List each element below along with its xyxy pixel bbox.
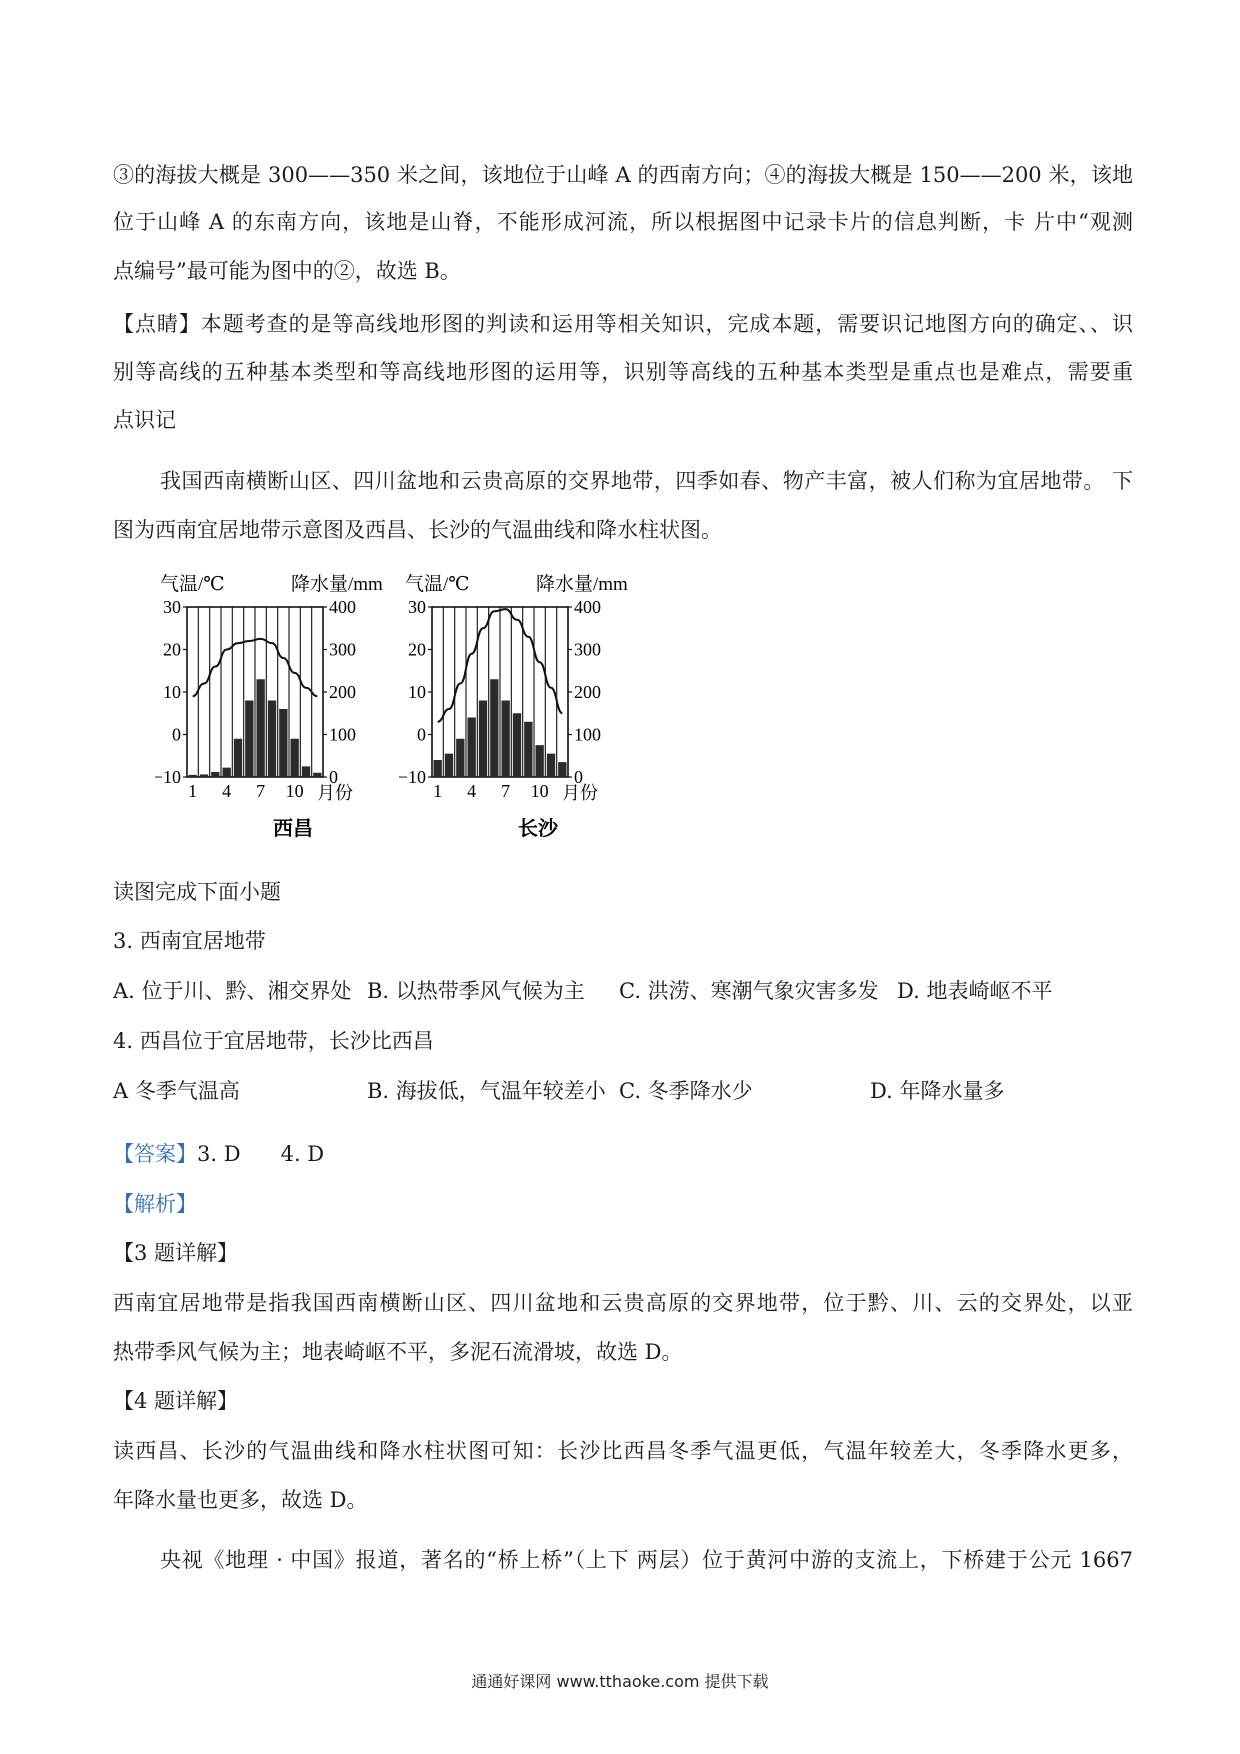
precip-bar bbox=[234, 739, 242, 777]
precip-axis-label: 降水量/mm bbox=[536, 574, 628, 595]
temp-tick-label: 0 bbox=[172, 724, 181, 745]
precip-bar bbox=[268, 701, 276, 778]
answer-text: 3. D 4. D bbox=[197, 1142, 325, 1166]
q3-option-d: D. 地表崎岖不平 bbox=[897, 979, 1053, 1003]
precip-bar bbox=[513, 713, 521, 777]
chart-title: 长沙 bbox=[518, 818, 558, 840]
page-footer: 通通好课网 www.tthaoke.com 提供下载 bbox=[471, 1672, 769, 1691]
precip-tick-label: 300 bbox=[574, 639, 601, 660]
detail4-line-1: 读西昌、长沙的气温曲线和降水柱状图可知：长沙比西昌冬季气温更低，气温年较差大，冬季降水更多， bbox=[113, 1439, 1133, 1463]
xichang-climate-chart bbox=[155, 573, 383, 840]
precip-bar bbox=[490, 679, 498, 777]
temp-tick-label: −10 bbox=[397, 767, 426, 787]
climate-charts-figure bbox=[155, 570, 675, 854]
q4-option-a: A 冬季气温高 bbox=[113, 1079, 240, 1103]
changsha-climate-chart bbox=[398, 573, 628, 840]
precip-bar bbox=[291, 739, 299, 777]
month-tick-label: 10 bbox=[530, 781, 549, 801]
precip-bar bbox=[211, 772, 219, 777]
precip-bar bbox=[279, 709, 287, 777]
precip-tick-label: 0 bbox=[574, 767, 583, 787]
precip-tick-label: 300 bbox=[329, 639, 356, 660]
temp-tick-label: −10 bbox=[155, 767, 181, 787]
precip-tick-label: 100 bbox=[574, 724, 601, 745]
prev-paragraph-line-3: 点编号”最可能为图中的②，故选 B。 bbox=[113, 259, 461, 283]
climate-charts-svg bbox=[155, 570, 675, 850]
detail3-line-1: 西南宜居地带是指我国西南横断山区、四川盆地和云贵高原的交界地带，位于黔、川、云的交界处，以亚 bbox=[113, 1291, 1133, 1315]
temp-tick-label: 10 bbox=[163, 682, 181, 702]
precip-tick-label: 0 bbox=[329, 767, 338, 787]
precip-bar bbox=[313, 773, 321, 777]
q3-option-b: B. 以热带季风气候为主 bbox=[367, 979, 585, 1003]
precip-bar bbox=[536, 745, 544, 777]
answer-label: 【答案】 bbox=[113, 1142, 197, 1166]
month-tick-label: 7 bbox=[501, 781, 511, 801]
temp-axis-label: 气温/℃ bbox=[160, 574, 225, 595]
detail3-line-2: 热带季风气候为主；地表崎岖不平，多泥石流滑坡，故选 D。 bbox=[113, 1340, 683, 1364]
precip-bar bbox=[479, 701, 487, 778]
q4-option-c: C. 冬季降水少 bbox=[619, 1079, 753, 1103]
precip-tick-label: 400 bbox=[574, 597, 601, 617]
month-tick-label: 10 bbox=[285, 781, 304, 801]
precip-bar bbox=[456, 739, 464, 777]
prev-paragraph-line-2: 位于山峰 A 的东南方向，该地是山脊，不能形成河流，所以根据图中记录卡片的信息判断，卡 片中“观测 bbox=[113, 210, 1133, 234]
intro-line-2: 图为西南宜居地带示意图及西昌、长沙的气温曲线和降水柱状图。 bbox=[113, 518, 722, 542]
precip-bar bbox=[547, 754, 555, 777]
temp-axis-label: 气温/℃ bbox=[405, 574, 470, 595]
month-tick-label: 4 bbox=[467, 781, 477, 801]
precip-bar bbox=[189, 775, 197, 777]
detail4-label: 【4 题详解】 bbox=[113, 1389, 239, 1413]
precip-tick-label: 400 bbox=[329, 597, 356, 617]
precip-bar bbox=[524, 722, 532, 777]
temp-tick-label: 0 bbox=[417, 724, 426, 745]
precip-bar bbox=[200, 774, 208, 777]
q4-option-d: D. 年降水量多 bbox=[870, 1079, 1005, 1103]
temp-tick-label: 30 bbox=[408, 597, 426, 617]
prev-paragraph-line-1: ③的海拔大概是 300——350 米之间，该地位于山峰 A 的西南方向；④的海拔大概是 150——200 米，该地 bbox=[113, 163, 1133, 187]
precip-bar bbox=[468, 718, 476, 778]
precip-bar bbox=[502, 701, 510, 778]
precip-bar bbox=[558, 762, 566, 777]
dianjing-line-2: 别等高线的五种基本类型和等高线地形图的运用等，识别等高线的五种基本类型是重点也是难点，需要重 bbox=[113, 360, 1133, 384]
precip-bar bbox=[257, 679, 265, 777]
precip-bar bbox=[434, 760, 442, 777]
precip-tick-label: 100 bbox=[329, 724, 356, 745]
q3-option-a: A. 位于川、黔、湘交界处 bbox=[113, 979, 352, 1003]
intro-line-1: 我国西南横断山区、四川盆地和云贵高原的交界地带，四季如春、物产丰富，被人们称为宜居地带。 下 bbox=[160, 469, 1133, 493]
month-tick-label: 1 bbox=[433, 781, 443, 801]
q3-option-c: C. 洪涝、寒潮气象灾害多发 bbox=[619, 979, 879, 1003]
q3-stem: 3. 西南宜居地带 bbox=[113, 929, 266, 953]
analysis-label: 【解析】 bbox=[113, 1192, 197, 1216]
dianjing-line-3: 点识记 bbox=[113, 408, 176, 432]
month-tick-label: 7 bbox=[256, 781, 266, 801]
answer-line bbox=[113, 1140, 1133, 1168]
read-prompt: 读图完成下面小题 bbox=[113, 880, 281, 904]
month-unit-label: 月份 bbox=[317, 783, 353, 803]
month-unit-label: 月份 bbox=[562, 783, 598, 803]
detail4-line-2: 年降水量也更多，故选 D。 bbox=[113, 1488, 368, 1512]
temp-tick-label: 30 bbox=[163, 597, 181, 617]
month-tick-label: 1 bbox=[188, 781, 198, 801]
q4-stem: 4. 西昌位于宜居地带，长沙比西昌 bbox=[113, 1029, 434, 1053]
month-tick-label: 4 bbox=[222, 781, 232, 801]
precip-bar bbox=[245, 701, 253, 778]
precip-bar bbox=[302, 766, 310, 777]
temp-tick-label: 20 bbox=[408, 639, 426, 660]
precip-tick-label: 200 bbox=[574, 682, 601, 702]
detail3-label: 【3 题详解】 bbox=[113, 1241, 239, 1265]
chart-title: 西昌 bbox=[273, 818, 313, 840]
next-paragraph-line-1: 央视《地理 · 中国》报道，著名的“桥上桥”（上下 两层）位于黄河中游的支流上，下桥建于公元 1667 bbox=[160, 1548, 1133, 1572]
precip-bar bbox=[223, 768, 231, 777]
temp-tick-label: 10 bbox=[408, 682, 426, 702]
q4-option-b: B. 海拔低，气温年较差小 bbox=[367, 1079, 606, 1103]
precip-bar bbox=[445, 754, 453, 777]
precip-tick-label: 200 bbox=[329, 682, 356, 702]
precip-axis-label: 降水量/mm bbox=[291, 574, 383, 595]
temp-tick-label: 20 bbox=[163, 639, 181, 660]
dianjing-line-1: 【点睛】本题考查的是等高线地形图的判读和运用等相关知识，完成本题，需要识记地图方向的确定、、识 bbox=[113, 312, 1133, 336]
